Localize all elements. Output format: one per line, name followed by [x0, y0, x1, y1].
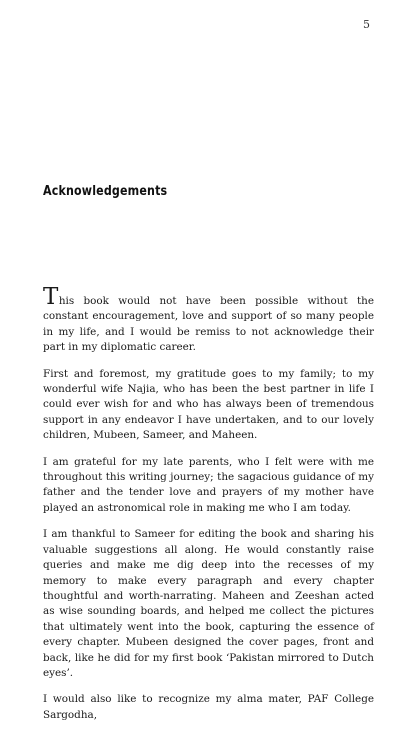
drop-cap: T [43, 284, 59, 310]
paragraph-4: I am thankful to Sameer for editing the book and sharing his valuable suggestions all along. He would constantly raise queries and make me dig deep into the recesses of my memory to make every paragraph and every chapter thoughtful and worth-narrating. Maheen and Zeeshan acted as wise sounding boards, and helped me collect the pictures that ultimately went into the book, capturing the essence of every chapter. Mubeen designed the cover pages, front and back, like he did for my first book ‘Pakistan mirrored to Dutch eyes’. [43, 528, 374, 679]
section-heading: Acknowledgements [43, 183, 168, 199]
paragraph-1 [43, 284, 374, 356]
paragraph-3: I am grateful for my late parents, who I felt were with me throughout this writing journey; the sagacious guidance of my father and the tender love and prayers of my mother have played an astronomical role in making me who I am today. [43, 455, 374, 514]
paragraph-5: I would also like to recognize my alma mater, PAF College Sargodha, [43, 693, 374, 721]
body-text [43, 284, 374, 734]
paragraph-1-text: his book would not have been possible without the constant encouragement, love and support of so many people in my life, and I would be remiss to not acknowledge their part in my diplomatic career. [43, 295, 374, 354]
page-number: 5 [363, 18, 370, 31]
paragraph-2: First and foremost, my gratitude goes to my family; to my wonderful wife Najia, who has been the best partner in life I could ever wish for and who has always been of tremendous support in any endeavor I have undertaken, and to our lovely children, Mubeen, Sameer, and Maheen. [43, 367, 374, 442]
